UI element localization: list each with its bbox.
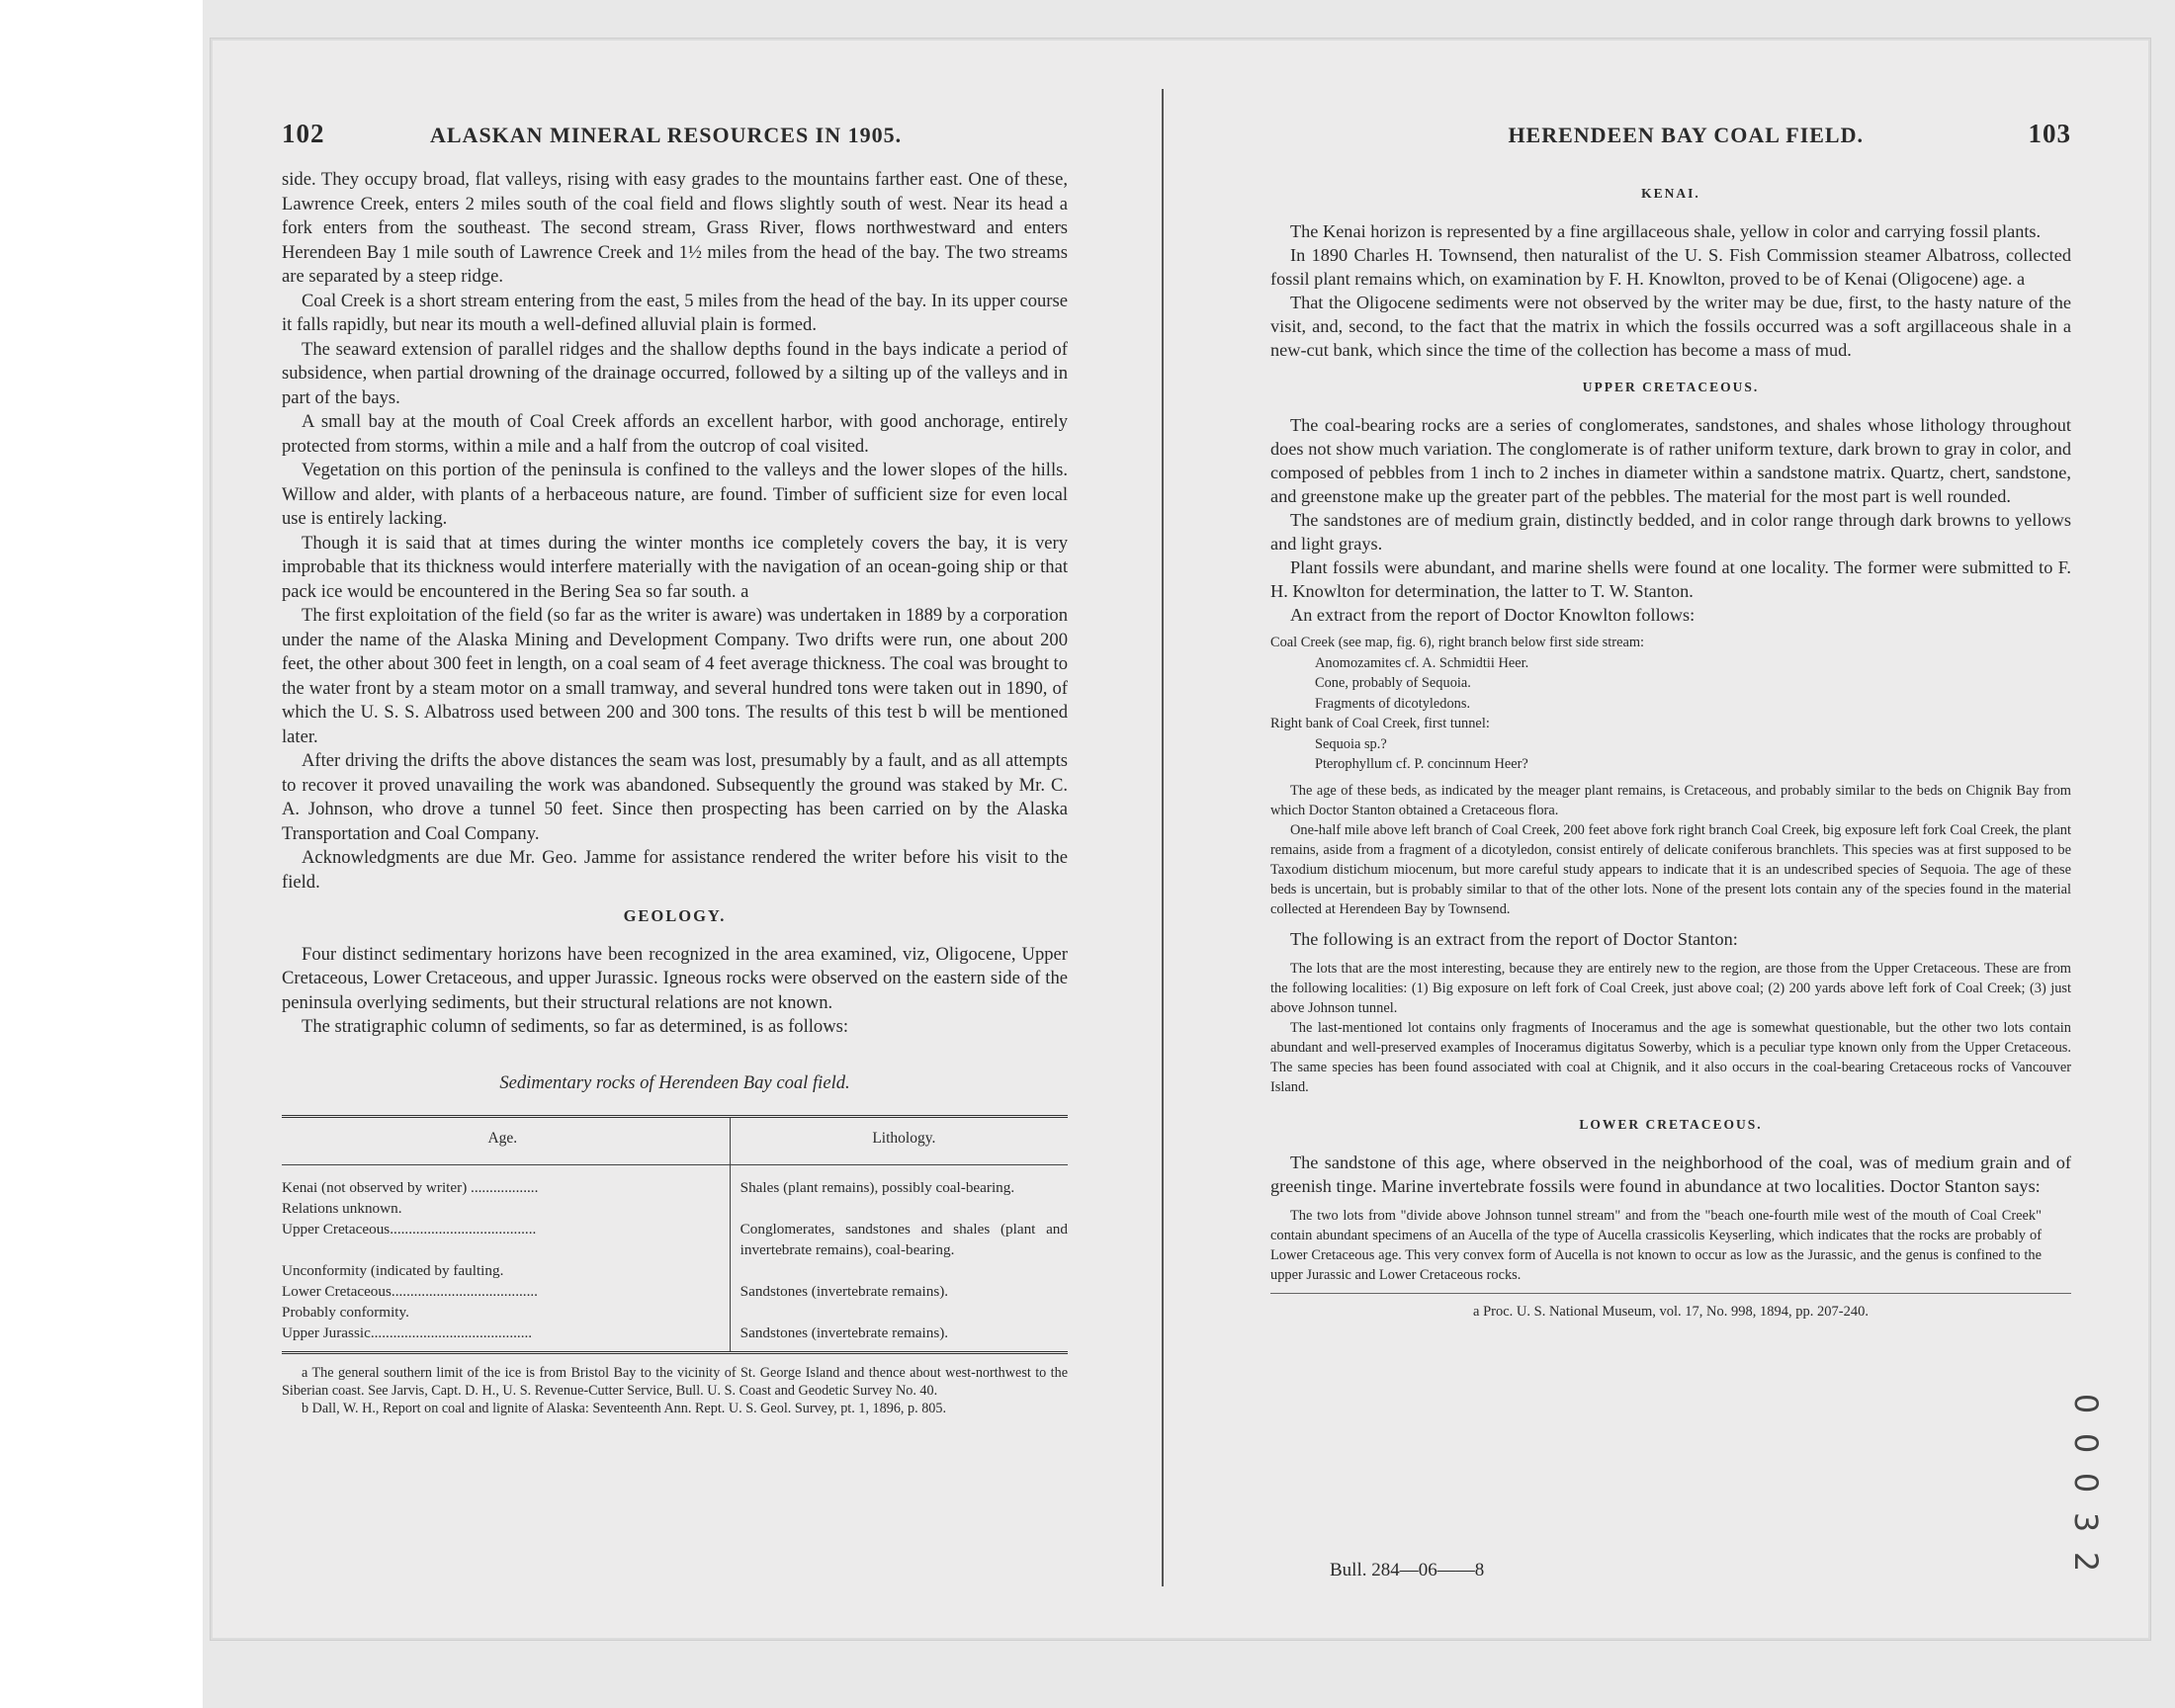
- stanton-extract: [1270, 959, 2071, 1097]
- paragraph: Vegetation on this portion of the peninsula is confined to the valleys and the lower slopes of the hills. Willow and alder, with plants of a herbaceous nature, are found. Timber of sufficient size for even local use is entirely lacking.: [282, 460, 1068, 529]
- page-gutter: [1162, 89, 1164, 1586]
- paragraph: The last-mentioned lot contains only fragments of Inoceramus and the age is somewhat questionable, but the other two lots contain abundant and well-preserved examples of Inoceramus digitatus Sowerby, which is a peculiar type known only from the Upper Cretaceous. The same species has been found associated with coal at Chignik, and it also occurs in the coal-bearing Cretaceous rocks of Vancouver Island.: [1270, 1019, 2071, 1095]
- paragraph: side. They occupy broad, flat valleys, rising with easy grades to the mountains farther east. One of these, Lawrence Creek, enters 2 miles south of the coal field and flows slightly south of west. Near its head a fork enters from the southeast. The second stream, Grass River, flows northwestward and enters Herendeen Bay 1 mile south of Lawrence Creek and 1½ miles from the head of the bay. The two streams are separated by a steep ridge.: [282, 169, 1068, 287]
- right-page-number: 103: [2028, 119, 2071, 148]
- left-page-header: [282, 119, 1068, 149]
- paragraph: Plant fossils were abundant, and marine shells were found at one locality. The former were submitted to F. H. Knowlton for determination, the latter to T. W. Stanton.: [1270, 557, 2071, 601]
- table-row: [282, 1260, 1068, 1281]
- left-running-head: ALASKAN MINERAL RESOURCES IN 1905.: [430, 123, 903, 147]
- table-row: [282, 1323, 1068, 1343]
- paragraph: An extract from the report of Doctor Knowlton follows:: [1290, 605, 1696, 625]
- right-running-head: HERENDEEN BAY COAL FIELD.: [1508, 123, 1864, 147]
- list-item: Fragments of dicotyledons.: [1315, 695, 1471, 712]
- footnotes: [282, 1364, 1068, 1417]
- table-cell: Upper Cretaceous.......................................: [282, 1219, 730, 1260]
- table-cell: Shales (plant remains), possibly coal-bearing.: [740, 1178, 1015, 1196]
- table-caption: Sedimentary rocks of Herendeen Bay coal field.: [499, 1071, 850, 1093]
- strata-table: [282, 1115, 1068, 1354]
- list-item: Pterophyllum cf. P. concinnum Heer?: [1315, 756, 1528, 772]
- paragraph: Coal Creek is a short stream entering from the east, 5 miles from the head of the bay. In its upper course it falls rapidly, but near its mouth a well-defined alluvial plain is formed.: [282, 290, 1068, 335]
- paragraph: The following is an extract from the report of Doctor Stanton:: [1290, 928, 1738, 949]
- bulletin-signature: Bull. 284—06——8: [1330, 1560, 1485, 1580]
- paragraph: The Kenai horizon is represented by a fine argillaceous shale, yellow in color and carrying fossil plants.: [1290, 221, 2042, 241]
- section-heading-upper-cretaceous: UPPER CRETACEOUS.: [1582, 380, 1760, 394]
- table-cell: Relations unknown.: [282, 1198, 730, 1219]
- left-page-body: [282, 168, 1068, 1417]
- table-row: [282, 1302, 1068, 1323]
- paragraph: After driving the drifts the above distances the seam was lost, presumably by a fault, and as all attempts to recover it proved unavailing the work was abandoned. Subsequently the ground was staked by Mr. C. A. Johnson, who drove a tunnel 50 feet. Since then prospecting has been carried on by the Alaska Transportation and Coal Company.: [282, 750, 1068, 844]
- paragraph: The first exploitation of the field (so far as the writer is aware) was undertaken in 1889 by a corporation under the name of the Alaska Mining and Development Company. Two drifts were run, one about 200 feet, the other about 300 feet in length, on a coal seam of 4 feet average thickness. The coal was brought to the water front by a steam motor on a small tramway, and several hundred tons were taken out in 1890, of which the U. S. S. Albatross used between 200 and 300 tons. The results of this test b will be mentioned later.: [282, 605, 1068, 747]
- table-cell: Lower Cretaceous.......................................: [282, 1281, 730, 1302]
- right-page-body: [1270, 178, 2071, 1324]
- table-cell: Probably conformity.: [282, 1302, 730, 1323]
- footnote: b Dall, W. H., Report on coal and lignite of Alaska: Seventeenth Ann. Rept. U. S. Geol. Survey, pt. 1, 1896, p. 805.: [302, 1401, 947, 1416]
- paragraph: A small bay at the mouth of Coal Creek affords an excellent harbor, with good anchorage, entirely protected from storms, within a mile and a half from the outcrop of coal visited.: [282, 411, 1068, 457]
- paragraph: The sandstones are of medium grain, distinctly bedded, and in color range through dark browns to yellows and light grays.: [1270, 510, 2071, 554]
- table-cell: [730, 1260, 1068, 1281]
- paragraph: Though it is said that at times during the winter months ice completely covers the bay, it is very improbable that its thickness would interfere materially with the navigation of an ocean-going ship or that pack ice would be encountered in the Bering Sea so far south. a: [282, 532, 1068, 602]
- table-header-age: Age.: [282, 1117, 730, 1165]
- table-cell: Upper Jurassic...........................................: [282, 1323, 730, 1343]
- list-item: Anomozamites cf. A. Schmidtii Heer.: [1315, 654, 1529, 671]
- paragraph: In 1890 Charles H. Townsend, then naturalist of the U. S. Fish Commission steamer Albatross, collected fossil plant remains which, on examination by F. H. Knowlton, proved to be of Kenai (Oligocene) age. a: [1270, 245, 2071, 289]
- list-item: Coal Creek (see map, fig. 6), right branch below first side stream:: [1270, 635, 1645, 650]
- stamp-digit: 3: [2067, 1511, 2105, 1533]
- table-cell: Sandstones (invertebrate remains).: [740, 1282, 949, 1300]
- paragraph: That the Oligocene sediments were not observed by the writer may be due, first, to the hasty nature of the visit, and, second, to the fact that the matrix in which the fossils occurred was a soft argillaceous shale in a new-cut bank, which since the time of the collection has become a mass of mud.: [1270, 293, 2071, 360]
- paragraph: One-half mile above left branch of Coal Creek, 200 feet above fork right branch Coal Creek, big exposure left fork Coal Creek, the plant remains, aside from a fragment of a dicotyledon, consist entirely of delicate coniferous branchlets. This species was at first supposed to be Taxodium distichum miocenum, but more careful study appears to indicate that it is an undescribed species of Sequoia. The age of these beds is uncertain, but is probably similar to that of the other lots. None of the present lots contain any of the species found in the material collected at Herendeen Bay by Townsend.: [1270, 821, 2071, 917]
- section-heading-geology: GEOLOGY.: [623, 906, 727, 925]
- paragraph: The seaward extension of parallel ridges and the shallow depths found in the bays indicate a period of subsidence, when partial drowning of the drainage occurred, followed by a silting up of the valleys and in part of the bays.: [282, 338, 1068, 408]
- paragraph: The coal-bearing rocks are a series of conglomerates, sandstones, and shales whose lithology throughout does not show much variation. The conglomerate is of rather uniform texture, dark brown to gray in color, and composed of pebbles from 1 inch to 2 inches in diameter within a sandstone matrix. Quartz, chert, sandstone, and greenstone make up the greater part of the pebbles. The material for the most part is well rounded.: [1270, 415, 2071, 506]
- left-page-number: 102: [282, 119, 325, 148]
- footnote: a Proc. U. S. National Museum, vol. 17, No. 998, 1894, pp. 207-240.: [1270, 1293, 2071, 1324]
- list-item: Right bank of Coal Creek, first tunnel:: [1270, 716, 1490, 731]
- page-margin: [0, 0, 203, 1708]
- table-cell: Unconformity (indicated by faulting.: [282, 1260, 730, 1281]
- paragraph: Acknowledgments are due Mr. Geo. Jamme for assistance rendered the writer before his visit to the field.: [282, 847, 1068, 893]
- table-row: [282, 1198, 1068, 1219]
- right-page-header: [1488, 119, 2071, 149]
- paragraph: The lots that are the most interesting, because they are entirely new to the region, are those from the Upper Cretaceous. These are from the following localities: (1) Big exposure on left fork of Coal Creek, just above coal; (2) 200 yards above left fork of Coal Creek; (3) just above Johnson tunnel.: [1270, 960, 2071, 1016]
- table-row: [282, 1219, 1068, 1260]
- archive-stamp: [2066, 1384, 2106, 1581]
- stamp-digit: 0: [2067, 1472, 2105, 1494]
- paragraph: The two lots from "divide above Johnson tunnel stream" and from the "beach one-fourth mile west of the mouth of Coal Creek" contain abundant specimens of an Aucella of the type of Aucella crassicolis Keyserling, which indicates that the rocks are probably of Lower Cretaceous age. This very convex form of Aucella is not known to occur as low as the Jurassic, and the genus is confined to the upper Jurassic and Lower Cretaceous rocks.: [1270, 1207, 2042, 1283]
- paragraph: Four distinct sedimentary horizons have been recognized in the area examined, viz, Oligocene, Upper Cretaceous, Lower Cretaceous, and upper Jurassic. Igneous rocks were observed on the eastern side of the peninsula overlying sediments, but their structural relations are not known.: [282, 943, 1068, 1013]
- paragraph: The age of these beds, as indicated by the meager plant remains, is Cretaceous, and probably similar to the beds on Chignik Bay from which Doctor Stanton obtained a Cretaceous flora.: [1270, 782, 2071, 818]
- section-heading-kenai: KENAI.: [1641, 186, 1700, 201]
- list-item: Cone, probably of Sequoia.: [1315, 675, 1471, 691]
- paragraph: The sandstone of this age, where observed in the neighborhood of the coal, was of medium grain and of greenish tinge. Marine invertebrate fossils were found in abundance at two localities. Doctor Stanton says:: [1270, 1152, 2071, 1196]
- section-heading-lower-cretaceous: LOWER CRETACEOUS.: [1579, 1116, 1763, 1132]
- paragraph: The stratigraphic column of sediments, so far as determined, is as follows:: [302, 1016, 849, 1037]
- table-cell: [730, 1198, 1068, 1219]
- table-row: [282, 1177, 1068, 1198]
- table-header-row: [282, 1117, 1068, 1165]
- table-row: [282, 1281, 1068, 1302]
- stamp-digit: 2: [2067, 1551, 2105, 1573]
- list-item: Sequoia sp.?: [1315, 735, 1387, 752]
- table-cell: Conglomerates, sandstones and shales (plant and invertebrate remains), coal-bearing.: [740, 1220, 1068, 1258]
- table-cell: [730, 1302, 1068, 1323]
- table-cell: Kenai (not observed by writer) ..................: [282, 1177, 730, 1198]
- table-cell: Sandstones (invertebrate remains).: [740, 1324, 949, 1341]
- knowlton-extract: [1270, 781, 2071, 919]
- fossil-list: [1270, 633, 2071, 775]
- table-header-lithology: Lithology.: [872, 1130, 936, 1147]
- stanton-quote: [1270, 1206, 2042, 1285]
- stamp-digit: 0: [2067, 1393, 2105, 1414]
- stamp-digit: 0: [2067, 1432, 2105, 1454]
- footnote: a The general southern limit of the ice is from Bristol Bay to the vicinity of St. George Island and thence about west-northwest to the Siberian coast. See Jarvis, Capt. D. H., U. S. Revenue-Cutter Service, Bull. U. S. Coast and Geodetic Survey No. 40.: [282, 1365, 1068, 1399]
